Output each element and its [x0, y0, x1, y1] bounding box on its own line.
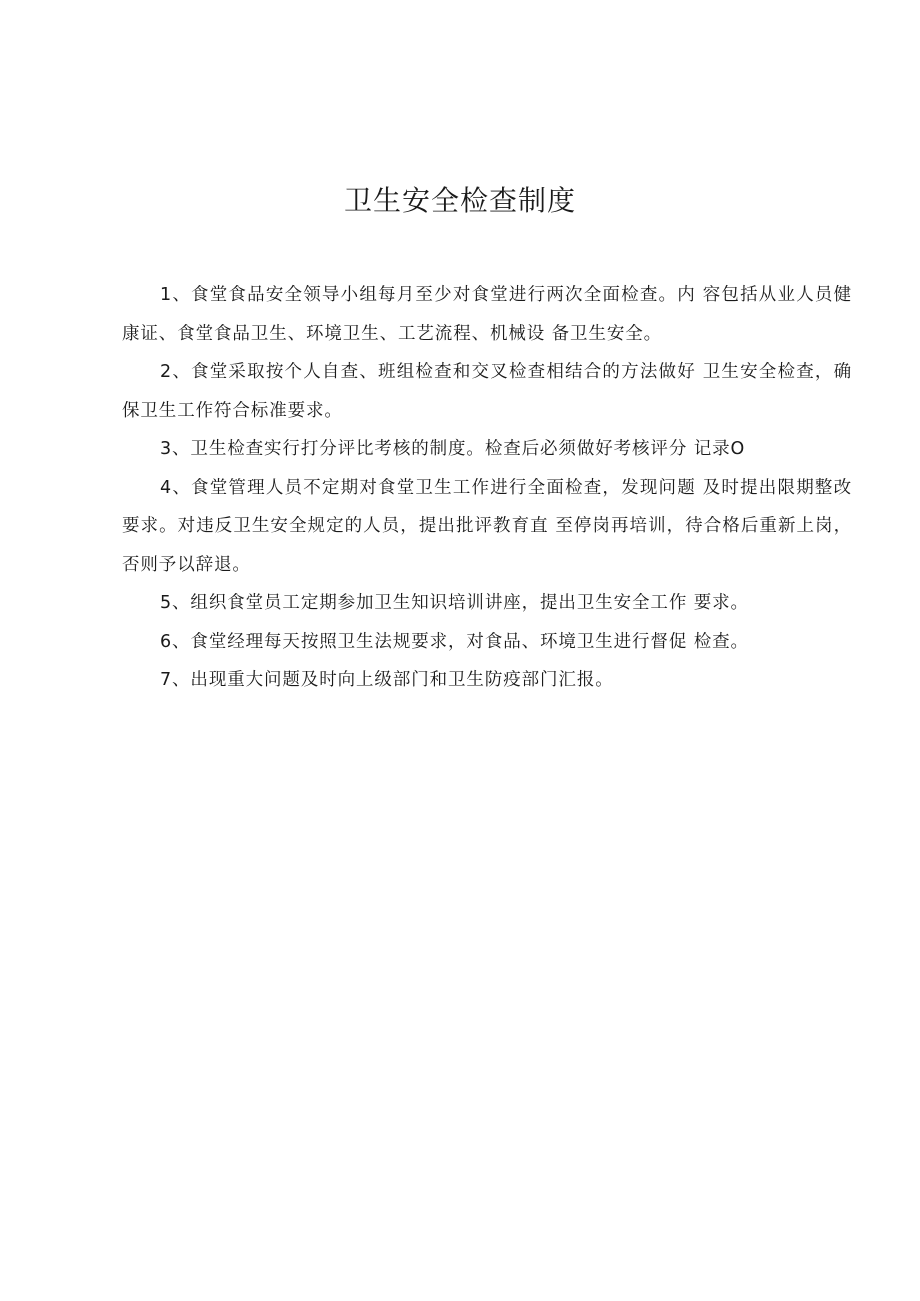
- paragraph-2: 2、食堂采取按个人自查、班组检查和交叉检查相结合的方法做好 卫生安全检查，确保卫生工作符合标准要求。: [122, 362, 852, 421]
- paragraph-7: 7、出现重大问题及时向上级部门和卫生防疫部门汇报。: [160, 670, 614, 690]
- paragraph-5: 5、组织食堂员工定期参加卫生知识培训讲座，提出卫生安全工作 要求。: [160, 593, 749, 613]
- paragraph-4: 4、食堂管理人员不定期对食堂卫生工作进行全面检查，发现问题 及时提出限期整改要求。对违反卫生安全规定的人员，提出批评教育直 至停岗再培训，待合格后重新上岗，否则予以辞退。: [122, 477, 852, 575]
- document-body: [122, 276, 852, 700]
- paragraph-3: 3、卫生检查实行打分评比考核的制度。检查后必须做好考核评分 记录O: [160, 439, 746, 459]
- document-title: 卫生安全检查制度: [343, 184, 576, 217]
- paragraph-6: 6、食堂经理每天按照卫生法规要求，对食品、环境卫生进行督促 检查。: [160, 631, 749, 652]
- paragraph-1: 1、食堂食品安全领导小组每月至少对食堂进行两次全面检查。内 容包括从业人员健康证、食堂食品卫生、环境卫生、工艺流程、机械设 备卫生安全。: [122, 285, 852, 344]
